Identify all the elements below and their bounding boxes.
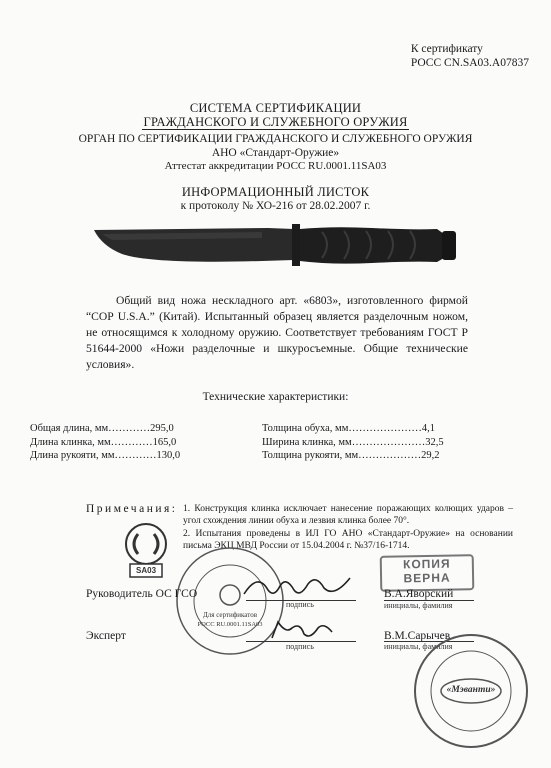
round-stamp-number: РОСС RU.0001.11SA03 [197, 621, 263, 628]
spec-total-length: Общая длина, мм…………295,0 [30, 423, 174, 434]
spec-blade-width: Ширина клинка, мм…………………32,5 [262, 436, 444, 448]
accreditation-line: Аттестат аккредитации РОСС RU.0001.11SA03 [164, 160, 387, 172]
head-name: В.А.Яворский [384, 588, 454, 600]
spec-blade-length: Длина клинка, мм…………165,0 [30, 436, 177, 448]
copy-true-stamp [380, 554, 475, 592]
organ-title: ОРГАН ПО СЕРТИФИКАЦИИ ГРАЖДАНСКОГО И СЛУЖЕБНОГО ОРУЖИЯ [78, 133, 473, 145]
expert-name-caption: инициалы, фамилия [384, 642, 453, 651]
spec-handle-thickness: Толщина рукояти, мм………………29,2 [262, 450, 440, 461]
system-title-line-2 [0, 115, 551, 130]
specs-right-column [262, 422, 444, 463]
note-2: 2. Испытания проведены в ИЛ ГО АНО «Стандарт-Оружие» на основании письма ЭКЦ МВД России от 15.04.2004 г. №37/16-1714. [183, 529, 513, 551]
expert-signature-caption: подпись [286, 642, 314, 651]
copy-stamp-line-2: ВЕРНА [403, 570, 451, 586]
expert-label: Эксперт [86, 630, 126, 642]
spec-spine-thickness: Толщина обуха, мм…………………4,1 [262, 423, 435, 434]
description-text: Общий вид ножа нескладного арт. «6803», изготовленного фирмой “COP U.S.A.” (Китай). Испытанный образец является разделочным ножом, не относящимся к холодному оружию. Соответствует требованиям ГОСТ Р 51644-2000 «Ножи разделочные и шкуросъемные. Общие технические условия». [86, 294, 468, 371]
certification-logo-label: SA03 [136, 566, 157, 575]
head-signature [238, 568, 358, 604]
knife-image [92, 220, 464, 272]
expert-name: В.М.Сарычев [384, 630, 451, 642]
knife-guard [292, 224, 300, 266]
ano-title: АНО «Стандарт-Оружие» [211, 147, 340, 159]
expert-signature [266, 618, 346, 644]
knife-pommel [442, 231, 456, 260]
reference-line-1: К сертификату [410, 43, 483, 55]
round-stamp-center-text: Для сертификатов [202, 611, 258, 619]
spec-handle-length: Длина рукояти, мм…………130,0 [30, 450, 181, 461]
head-label: Руководитель ОС ГСО [86, 588, 198, 600]
company-stamp-center-text: «Мэванти» [446, 685, 496, 695]
protocol-line: к протоколу № ХО-216 от 28.02.2007 г. [180, 200, 371, 212]
note-1: 1. Конструкция клинка исключает нанесение поражающих колющих ударов – угол схождения линии обуха и лезвия клинка более 70°. [183, 504, 513, 526]
head-name-caption: инициалы, фамилия [384, 601, 453, 610]
copy-stamp-line-1: КОПИЯ [402, 556, 451, 572]
company-round-stamp [412, 632, 530, 750]
reference-line-2: РОСС CN.SA03.A07837 [410, 57, 529, 69]
certificate-reference [411, 42, 529, 70]
specs-left-column [30, 422, 180, 463]
document-title: ИНФОРМАЦИОННЫЙ ЛИСТОК [181, 185, 370, 199]
certification-logo [116, 520, 176, 583]
system-title-line-2-text: ГРАЖДАНСКОГО И СЛУЖЕБНОГО ОРУЖИЯ [143, 115, 408, 129]
system-title-line-1: СИСТЕМА СЕРТИФИКАЦИИ [189, 101, 362, 115]
notes-heading: Примечания: [86, 503, 178, 515]
head-signature-caption: подпись [286, 600, 314, 609]
specs-heading: Технические характеристики: [202, 391, 349, 403]
